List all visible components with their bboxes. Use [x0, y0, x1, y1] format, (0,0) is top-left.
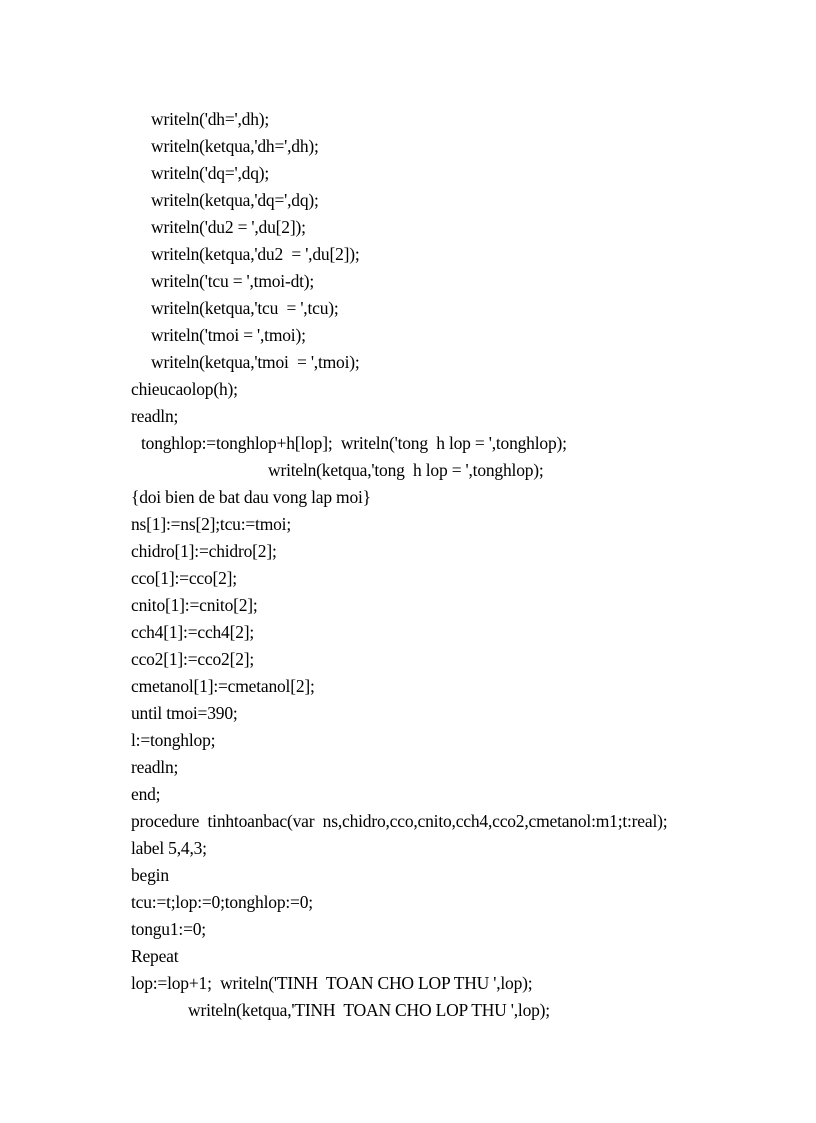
code-line: writeln('tmoi = ',tmoi); [151, 325, 306, 345]
code-line: procedure tinhtoanbac(var ns,chidro,cco,cnito,cch4,cco2,cmetanol:m1;t:real); [131, 811, 668, 831]
code-line: tongu1:=0; [131, 919, 206, 939]
code-line: tcu:=t;lop:=0;tonghlop:=0; [131, 892, 313, 912]
code-line: ns[1]:=ns[2];tcu:=tmoi; [131, 514, 291, 534]
code-line: writeln(ketqua,'tong h lop = ',tonghlop); [268, 460, 544, 480]
code-line: readln; [131, 757, 179, 777]
code-line: tonghlop:=tonghlop+h[lop]; writeln('tong h lop = ',tonghlop); [141, 433, 567, 453]
code-line: until tmoi=390; [131, 703, 238, 723]
code-line: chidro[1]:=chidro[2]; [131, 541, 277, 561]
code-line: writeln(ketqua,'tcu = ',tcu); [151, 298, 339, 318]
code-line: writeln('dh=',dh); [151, 109, 270, 129]
code-line: cnito[1]:=cnito[2]; [131, 595, 258, 615]
code-line: cmetanol[1]:=cmetanol[2]; [131, 676, 315, 696]
code-line: lop:=lop+1; writeln('TINH TOAN CHO LOP THU ',lop); [131, 973, 533, 993]
code-line: writeln('dq=',dq); [151, 163, 270, 183]
code-line: cco2[1]:=cco2[2]; [131, 649, 255, 669]
code-line: writeln(ketqua,'dq=',dq); [151, 190, 319, 210]
code-line: readln; [131, 406, 179, 426]
code-line: label 5,4,3; [131, 838, 207, 858]
code-line: writeln(ketqua,'du2 = ',du[2]); [151, 244, 360, 264]
code-line: chieucaolop(h); [131, 379, 238, 399]
code-comment: {doi bien de bat dau vong lap moi} [131, 487, 371, 507]
code-line: writeln(ketqua,'tmoi = ',tmoi); [151, 352, 360, 372]
code-line: begin [131, 865, 169, 885]
code-line: end; [131, 784, 161, 804]
code-line: writeln('tcu = ',tmoi-dt); [151, 271, 315, 291]
code-line: cco[1]:=cco[2]; [131, 568, 237, 588]
code-line: cch4[1]:=cch4[2]; [131, 622, 255, 642]
code-line: writeln('du2 = ',du[2]); [151, 217, 306, 237]
code-line: l:=tonghlop; [131, 730, 216, 750]
code-line: writeln(ketqua,'TINH TOAN CHO LOP THU ',lop); [188, 1000, 550, 1020]
code-line: writeln(ketqua,'dh=',dh); [151, 136, 319, 156]
code-line: Repeat [131, 946, 179, 966]
